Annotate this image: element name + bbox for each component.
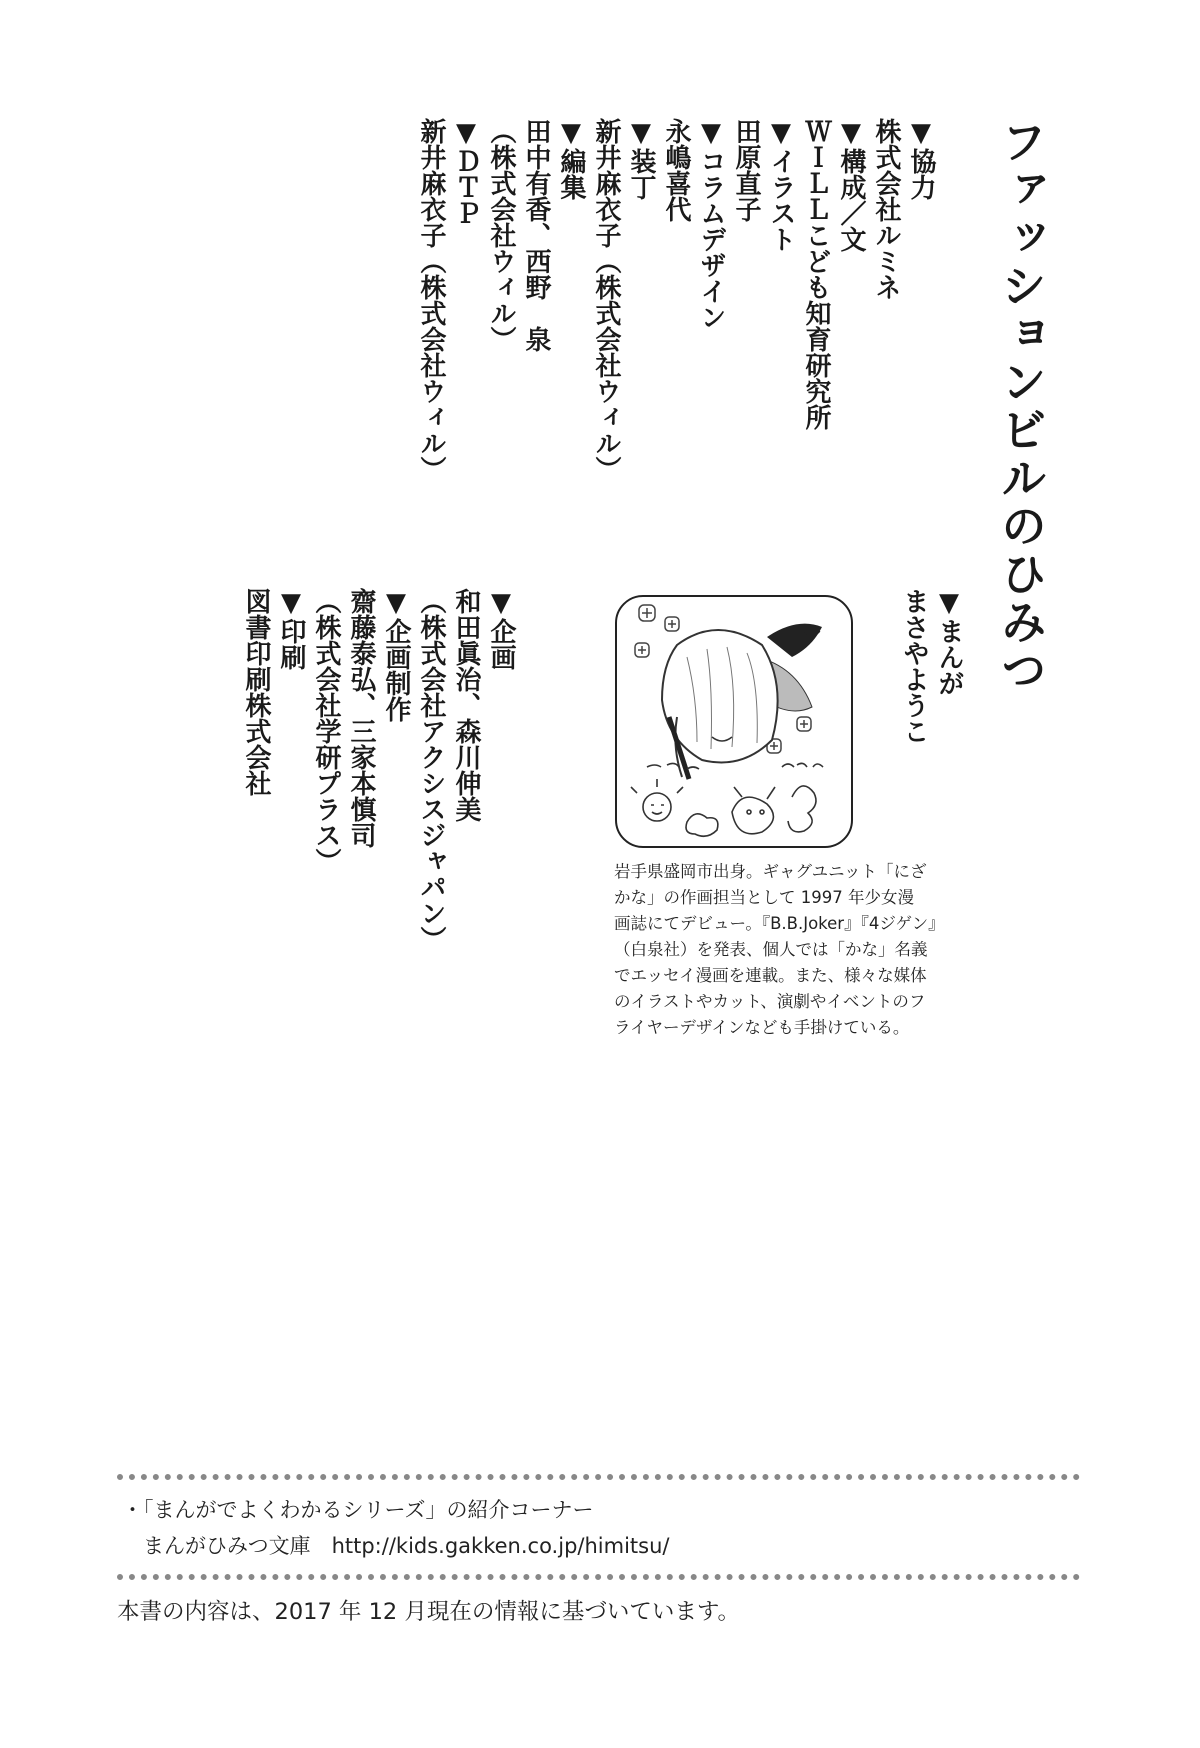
credit-heading: ▼ＤＴＰ [451, 118, 481, 226]
credit-heading: ▼構成／文 [836, 118, 866, 252]
bio-line: かな」の作画担当として 1997 年少女漫 [614, 888, 914, 907]
bio-line: 画誌にてデビュー。『B.B.Joker』『4ジゲン』 [614, 914, 945, 933]
bio-line: のイラストやカット、演劇やイベントのフ [614, 992, 926, 1011]
credits-block [413, 118, 938, 482]
credit-value: ＷＩＬＬこども知育研究所 [801, 118, 831, 430]
credits-lower-block [238, 588, 518, 952]
content-date-notice: 本書の内容は、2017 年 12 月現在の情報に基づいています。 [117, 1599, 741, 1625]
credit-value: （株式会社アクシスジャパン） [416, 588, 446, 952]
manga-heading: ▼まんが [934, 588, 964, 696]
bio-line: （白泉社）を発表、個人では「かな」名義 [614, 940, 928, 959]
credit-value: 永嶋喜代 [661, 118, 691, 222]
credit-heading: ▼印刷 [276, 588, 306, 670]
credit-value: 和田眞治、森川伸美 [451, 588, 481, 822]
credit-value: 田原直子 [731, 118, 761, 222]
credit-value: （株式会社学研プラス） [311, 588, 341, 874]
girl-drawing-icon [617, 597, 851, 846]
credit-value: 株式会社ルミネ [871, 118, 901, 300]
artist-biography [614, 859, 944, 1041]
series-note-line-1: ・「まんがでよくわかるシリーズ」の紹介コーナー [122, 1498, 594, 1522]
manga-credit [896, 588, 966, 744]
manga-artist-name: まさやようこ [899, 588, 929, 744]
bio-line: ライヤーデザインなども手掛けている。 [614, 1018, 910, 1037]
credit-value: 齋藤泰弘、三家本慎司 [346, 588, 376, 848]
credit-value: 新井麻衣子（株式会社ウィル） [591, 118, 621, 482]
dotted-divider-bottom [117, 1574, 1080, 1580]
dotted-divider-top [117, 1474, 1080, 1480]
series-note-line-2: まんがひみつ文庫 http://kids.gakken.co.jp/himitsu/ [122, 1534, 670, 1558]
credit-heading: ▼装丁 [626, 118, 656, 200]
book-title: ファッションビルのひみつ [994, 118, 1048, 694]
artist-portrait-illustration [615, 595, 853, 848]
credit-heading: ▼編集 [556, 118, 586, 200]
bio-line: でエッセイ漫画を連載。また、様々な媒体 [614, 966, 927, 985]
credit-heading: ▼コラムデザイン [696, 118, 726, 330]
credit-value: 新井麻衣子（株式会社ウィル） [416, 118, 446, 482]
credit-heading: ▼協力 [906, 118, 936, 200]
credit-heading: ▼企画 [486, 588, 516, 670]
credit-value: （株式会社ウィル） [486, 118, 516, 352]
credit-heading: ▼企画制作 [381, 588, 411, 722]
credit-value: 田中有香、西野 泉 [521, 118, 551, 352]
bio-line: 岩手県盛岡市出身。ギャグユニット「にざ [614, 862, 927, 881]
credit-value: 図書印刷株式会社 [241, 588, 271, 796]
credit-heading: ▼イラスト [766, 118, 796, 252]
